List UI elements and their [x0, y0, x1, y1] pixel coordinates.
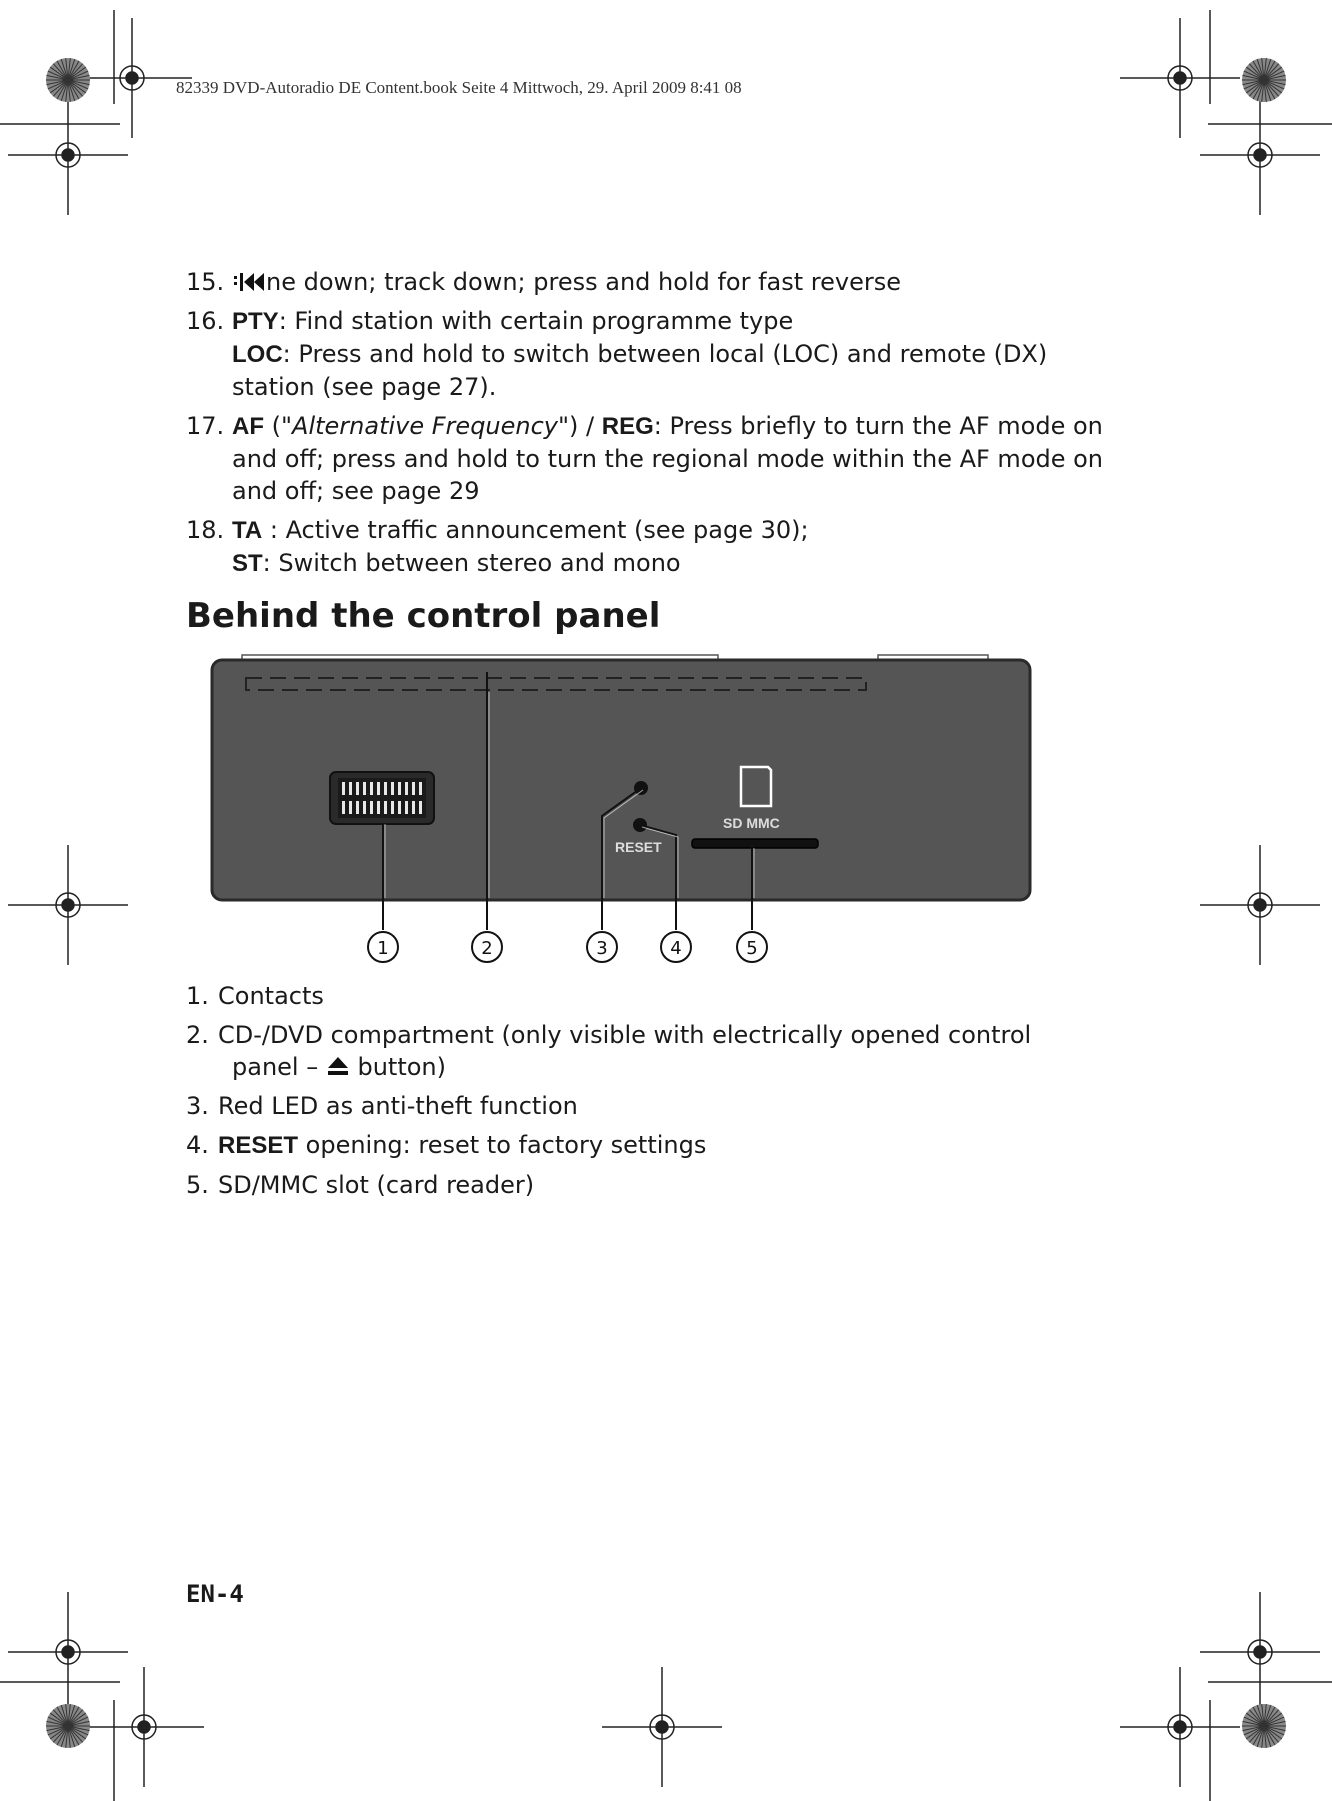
list-item-17 [186, 410, 1186, 507]
color-bar-starburst [1242, 58, 1286, 102]
item-number: 5. [186, 1171, 209, 1199]
reg-label: REG [601, 413, 654, 440]
contacts-connector [330, 772, 434, 824]
crosshair-mark [72, 18, 192, 138]
track-down-icon [232, 270, 266, 294]
list-item-18 [186, 514, 1186, 580]
card-slot [692, 839, 818, 848]
svg-text:5: 5 [746, 938, 758, 959]
item-number: 2. [186, 1021, 209, 1049]
svg-text:2: 2 [481, 938, 493, 959]
svg-text:4: 4 [670, 938, 682, 959]
crosshair-mark [1120, 18, 1240, 138]
color-bar-starburst [1242, 1704, 1286, 1748]
af-close: ") / [558, 412, 602, 440]
svg-text:3: 3 [596, 938, 608, 959]
st-text: : Switch between stereo and mono [262, 549, 681, 577]
reset-label: RESET [615, 839, 662, 855]
control-panel-diagram [0, 640, 1332, 980]
reg-text: : Press briefly to turn the AF mode on [653, 412, 1103, 440]
item-text-cont-b: button) [349, 1053, 446, 1081]
ta-text: : Active traffic announcement (see page 30); [262, 516, 809, 544]
crosshair-mark [8, 1592, 128, 1712]
loc-label: LOC [232, 341, 283, 368]
color-bar-starburst [46, 1704, 90, 1748]
eject-icon [326, 1055, 350, 1077]
item-text: ne down; track down; press and hold for fast reverse [266, 268, 901, 296]
item-text: Red LED as anti-theft function [218, 1092, 578, 1120]
section-heading: Behind the control panel [186, 596, 661, 636]
af-line-2: and off; press and hold to turn the regional mode within the AF mode on [232, 445, 1104, 473]
item-number: 17. [186, 412, 225, 440]
item-text: Contacts [218, 982, 324, 1010]
item-number: 3. [186, 1092, 209, 1120]
crosshair-mark [1200, 1592, 1320, 1712]
af-italic: Alternative Frequency [292, 412, 559, 440]
list-item-15 [186, 266, 1186, 298]
item-number: 18. [186, 516, 225, 544]
list-item-16 [186, 305, 1186, 403]
crosshair-mark [602, 1667, 722, 1787]
page-number: EN-4 [186, 1580, 244, 1608]
st-label: ST [232, 550, 263, 577]
crosshair-mark [1200, 95, 1320, 215]
crosshair-mark [8, 95, 128, 215]
svg-text:1: 1 [377, 938, 389, 959]
callout-5 [737, 932, 767, 962]
list-item-2 [186, 1019, 1186, 1083]
item-number: 4. [186, 1131, 209, 1159]
item-number: 16. [186, 307, 225, 335]
af-label: AF [232, 413, 264, 440]
item-number: 1. [186, 982, 209, 1010]
item-text: opening: reset to factory settings [298, 1131, 707, 1159]
af-line-3: and off; see page 29 [232, 477, 480, 505]
callout-4 [661, 932, 691, 962]
item-text: CD-/DVD compartment (only visible with electrically opened control [218, 1021, 1032, 1049]
list-item-1 [186, 980, 1186, 1012]
color-bar-starburst [46, 58, 90, 102]
sd-mmc-label: SD MMC [723, 815, 780, 831]
pty-text: : Find station with certain programme type [278, 307, 794, 335]
crosshair-mark [1120, 1667, 1240, 1787]
component-list [186, 980, 1186, 1208]
callout-2 [472, 932, 502, 962]
item-number: 15. [186, 268, 225, 296]
ta-label: TA [232, 517, 263, 544]
item-text: SD/MMC slot (card reader) [218, 1171, 535, 1199]
item-text-cont-a: panel – [232, 1053, 326, 1081]
function-list-top [186, 266, 1186, 587]
list-item-3 [186, 1090, 1186, 1122]
callout-3 [587, 932, 617, 962]
book-info-header: 82339 DVD-Autoradio DE Content.book Seite 4 Mittwoch, 29. April 2009 8:41 08 [176, 78, 742, 97]
callout-1 [368, 932, 398, 962]
af-open: (" [264, 412, 293, 440]
loc-text-cont: station (see page 27). [232, 373, 497, 401]
loc-text: : Press and hold to switch between local (LOC) and remote (DX) [282, 340, 1048, 368]
pty-label: PTY [232, 308, 279, 335]
list-item-4 [186, 1129, 1186, 1162]
reset-bold: RESET [218, 1132, 299, 1159]
crosshair-mark [84, 1667, 204, 1787]
list-item-5 [186, 1169, 1186, 1201]
